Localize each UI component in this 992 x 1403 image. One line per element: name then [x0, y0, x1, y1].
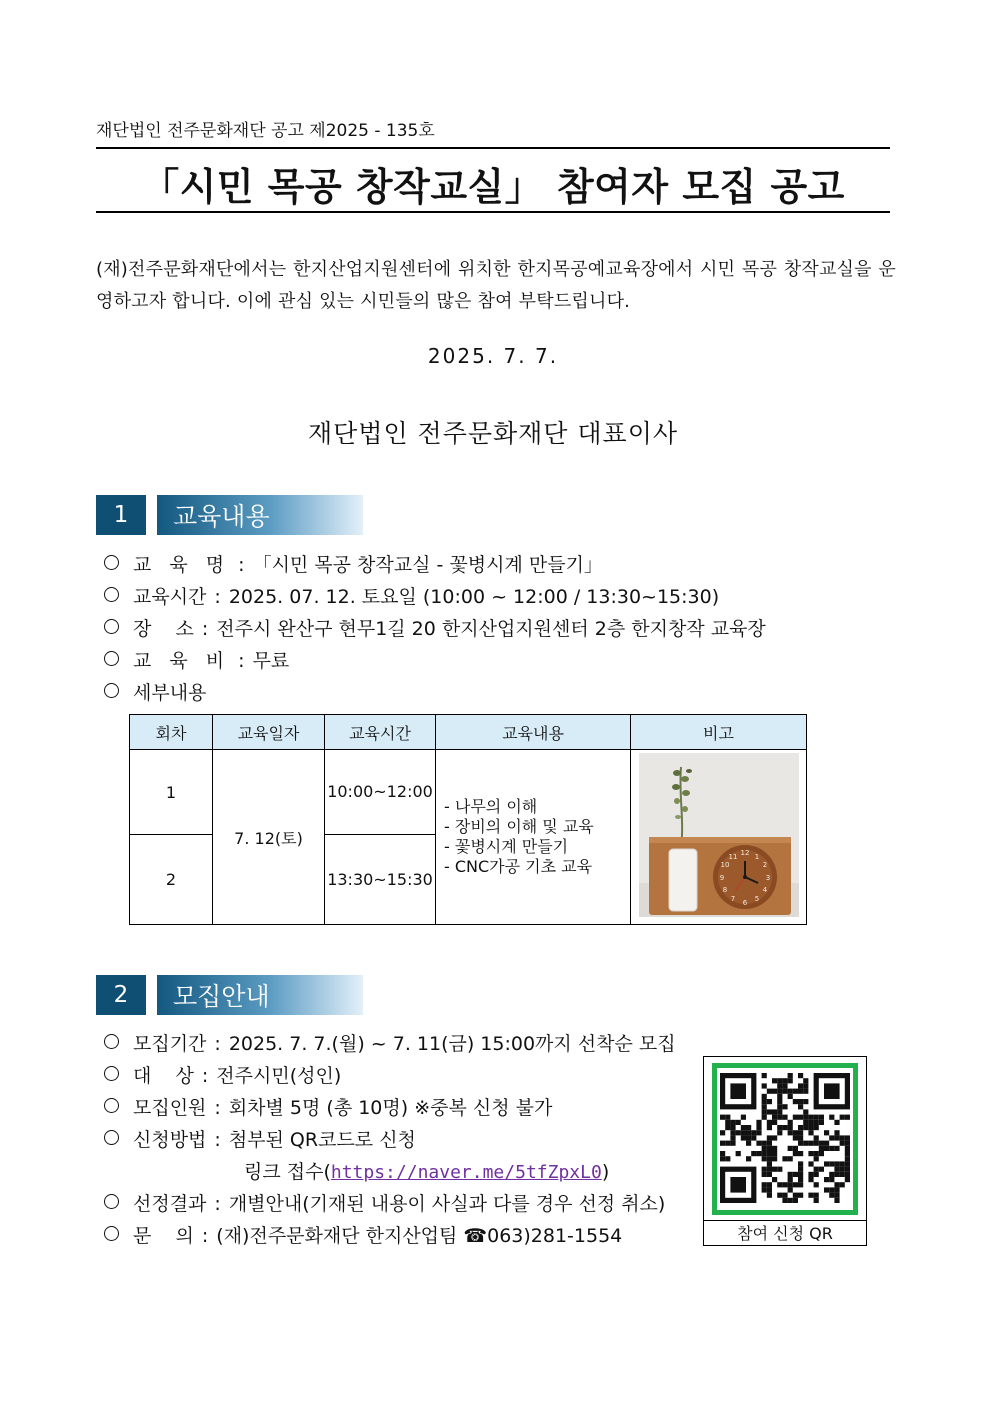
- svg-text:5: 5: [754, 895, 759, 903]
- circle-bullet-icon: [104, 619, 119, 634]
- vase-clock-photo: [639, 753, 799, 917]
- session-cell: 1: [130, 750, 213, 835]
- content-cell: - 나무의 이해 - 장비의 이해 및 교육 - 꽃병시계 만들기 - CNC가공 기초 교육: [436, 750, 631, 925]
- product-photo-cell: [631, 750, 807, 925]
- schedule-table: [129, 714, 807, 925]
- svg-text:3: 3: [765, 874, 770, 882]
- announcement-date: 2025. 7. 7.: [427, 344, 559, 368]
- info-item: 교육시간 : 2025. 07. 12. 토요일 (10:00 ~ 12:00 / 13:30~15:30): [104, 582, 719, 609]
- info-item: 모집기간 : 2025. 7. 7.(월) ~ 7. 11(금) 15:00까지 선착순 모집: [104, 1029, 676, 1056]
- table-header: 비고: [631, 715, 807, 750]
- svg-text:1: 1: [754, 853, 759, 861]
- circle-bullet-icon: [104, 555, 119, 570]
- link-line: 링크 접수(https://naver.me/5tfZpxL0): [244, 1161, 610, 1183]
- circle-bullet-icon: [104, 1226, 119, 1241]
- svg-text:12: 12: [740, 849, 749, 857]
- svg-text:8: 8: [722, 886, 727, 894]
- qr-box: [703, 1056, 867, 1246]
- info-item: 모집인원 : 회차별 5명 (총 10명) ※중복 신청 불가: [104, 1093, 552, 1120]
- representative: 재단법인 전주문화재단 대표이사: [308, 419, 678, 448]
- circle-bullet-icon: [104, 1098, 119, 1113]
- table-header: 교육시간: [325, 715, 436, 750]
- info-item: 교 육 명 : 「시민 목공 창작교실 - 꽃병시계 만들기」: [104, 550, 603, 577]
- svg-text:7: 7: [730, 895, 735, 903]
- qr-code-icon[interactable]: [712, 1063, 858, 1215]
- notice-number: 재단법인 전주문화재단 공고 제2025 - 135호: [96, 121, 435, 141]
- page-title: 「시민 목공 창작교실」 참여자 모집 공고: [141, 165, 845, 209]
- session-cell: 2: [130, 835, 213, 925]
- svg-text:9: 9: [719, 874, 724, 882]
- circle-bullet-icon: [104, 683, 119, 698]
- section1-number: 1: [96, 495, 146, 535]
- circle-bullet-icon: [104, 1130, 119, 1145]
- intro-paragraph: (재)전주문화재단에서는 한지산업지원센터에 위치한 한지목공예교육장에서 시민 목공 창작교실을 운영하고자 합니다. 이에 관심 있는 시민들의 많은 참여 부탁드립니다.: [96, 259, 896, 312]
- svg-text:2: 2: [762, 861, 767, 869]
- application-link[interactable]: https://naver.me/5tfZpxL0: [330, 1162, 602, 1183]
- section2-title: 모집안내: [157, 975, 363, 1015]
- info-item: 선정결과 : 개별안내(기재된 내용이 사실과 다를 경우 선정 취소): [104, 1189, 665, 1216]
- time-cell: 10:00~12:00: [325, 750, 436, 835]
- info-item: 세부내용: [104, 678, 206, 705]
- circle-bullet-icon: [104, 587, 119, 602]
- info-item: 신청방법 : 첨부된 QR코드로 신청: [104, 1125, 416, 1152]
- table-header: 교육내용: [436, 715, 631, 750]
- qr-caption: 참여 신청 QR: [703, 1220, 867, 1246]
- table-header: 회차: [130, 715, 213, 750]
- time-cell: 13:30~15:30: [325, 835, 436, 925]
- info-item: 교 육 비 : 무료: [104, 646, 289, 673]
- svg-text:4: 4: [762, 886, 767, 894]
- info-item: 문 의 : (재)전주문화재단 한지산업팀 ☎063)281-1554: [104, 1221, 622, 1248]
- date-cell: 7. 12(토): [213, 750, 325, 925]
- svg-text:11: 11: [728, 853, 737, 861]
- circle-bullet-icon: [104, 1034, 119, 1049]
- svg-text:6: 6: [742, 899, 747, 907]
- title-rule-bottom: [96, 211, 890, 213]
- svg-text:10: 10: [720, 861, 729, 869]
- title-rule-top: [96, 147, 890, 149]
- info-item: 장 소 : 전주시 완산구 현무1길 20 한지산업지원센터 2층 한지창작 교육장: [104, 614, 766, 641]
- section2-number: 2: [96, 975, 146, 1015]
- info-item: 대 상 : 전주시민(성인): [104, 1061, 341, 1088]
- section1-title: 교육내용: [157, 495, 363, 535]
- circle-bullet-icon: [104, 1066, 119, 1081]
- table-header: 교육일자: [213, 715, 325, 750]
- circle-bullet-icon: [104, 1194, 119, 1209]
- circle-bullet-icon: [104, 651, 119, 666]
